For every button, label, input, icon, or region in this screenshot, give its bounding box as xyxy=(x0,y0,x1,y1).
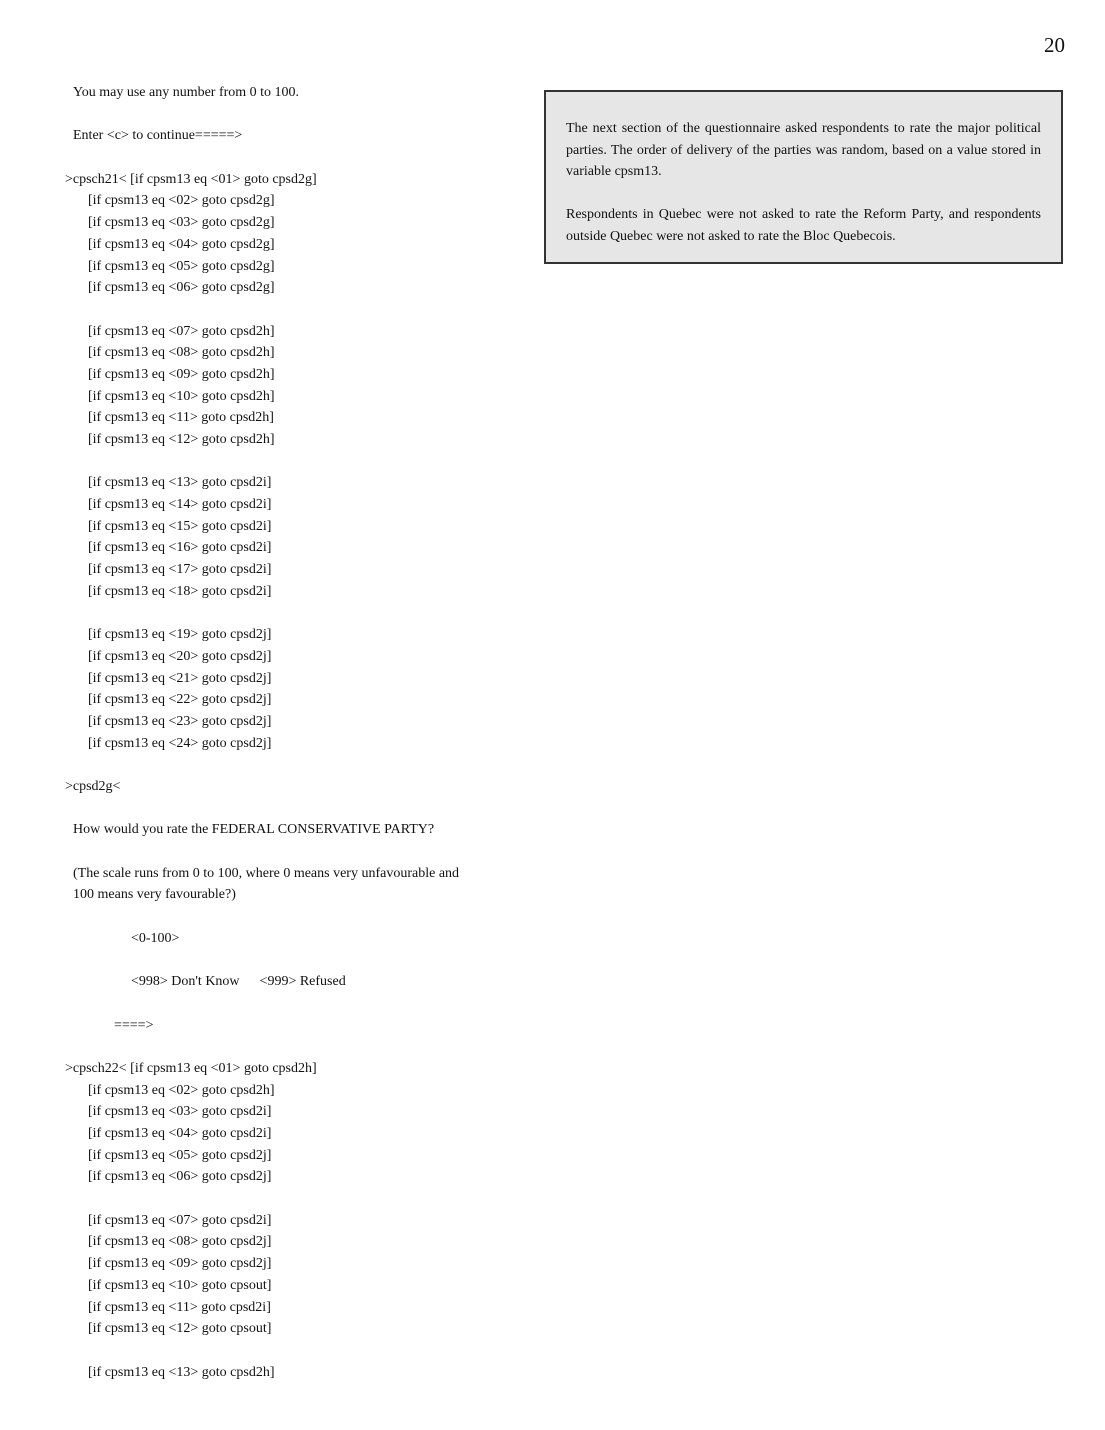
code-line: [if cpsm13 eq <05> goto cpsd2g] xyxy=(88,258,275,274)
explanatory-note-box xyxy=(544,90,1063,264)
code-line: [if cpsm13 eq <10> goto cpsd2h] xyxy=(88,388,275,404)
code-line: [if cpsm13 eq <20> goto cpsd2j] xyxy=(88,648,272,664)
response-options xyxy=(65,971,525,993)
code-line: [if cpsm13 eq <12> goto cpsout] xyxy=(88,1321,272,1337)
entry-arrow: ====> xyxy=(114,1017,154,1033)
code-line: [if cpsm13 eq <01> goto cpsd2g] xyxy=(130,171,317,187)
code-line: [if cpsm13 eq <17> goto cpsd2i] xyxy=(88,562,272,578)
page-number: 20 xyxy=(1044,33,1065,57)
block-label: >cpsch22< xyxy=(65,1060,127,1076)
code-line: [if cpsm13 eq <01> goto cpsd2h] xyxy=(130,1060,317,1076)
note-paragraph: The next section of the questionnaire asked respondents to rate the major political parties. The order of delivery of the parties was random, based on a value stored in variable cpsm13. xyxy=(566,121,1041,179)
code-line: [if cpsm13 eq <14> goto cpsd2i] xyxy=(88,497,272,513)
code-line: [if cpsm13 eq <12> goto cpsd2h] xyxy=(88,432,275,447)
refused-option: <999> Refused xyxy=(259,974,346,990)
questionnaire-script xyxy=(65,82,525,1383)
code-line: [if cpsm13 eq <08> goto cpsd2h] xyxy=(88,345,275,361)
dont-know-option: <998> Don't Know xyxy=(131,974,240,990)
code-line: [if cpsm13 eq <03> goto cpsd2g] xyxy=(88,215,275,231)
code-line: [if cpsm13 eq <21> goto cpsd2j] xyxy=(88,670,272,686)
question-label: >cpsd2g< xyxy=(65,779,121,794)
code-line: [if cpsm13 eq <15> goto cpsd2i] xyxy=(88,518,272,534)
block-cpsch22-header xyxy=(65,1058,525,1080)
code-line: [if cpsm13 eq <11> goto cpsd2i] xyxy=(88,1299,271,1315)
response-range: <0-100> xyxy=(131,930,180,946)
block-label: >cpsch21< xyxy=(65,171,127,187)
code-line: [if cpsm13 eq <24> goto cpsd2j] xyxy=(88,735,272,751)
code-line: [if cpsm13 eq <18> goto cpsd2i] xyxy=(88,583,272,599)
code-line: [if cpsm13 eq <02> goto cpsd2h] xyxy=(88,1082,275,1098)
code-line: [if cpsm13 eq <13> goto cpsd2h] xyxy=(88,1364,275,1380)
code-line: [if cpsm13 eq <07> goto cpsd2i] xyxy=(88,1212,272,1228)
code-line: [if cpsm13 eq <04> goto cpsd2g] xyxy=(88,236,275,252)
note-paragraph: Respondents in Quebec were not asked to rate the Reform Party, and respondents outside Quebec were not asked to rate the Bloc Quebecois. xyxy=(566,207,1041,244)
code-line: [if cpsm13 eq <22> goto cpsd2j] xyxy=(88,692,272,708)
scale-instruction: You may use any number from 0 to 100. xyxy=(73,85,300,100)
code-line: [if cpsm13 eq <07> goto cpsd2h] xyxy=(88,323,275,339)
code-line: [if cpsm13 eq <16> goto cpsd2i] xyxy=(88,540,272,556)
code-line: [if cpsm13 eq <09> goto cpsd2j] xyxy=(88,1256,272,1272)
block-cpsch21-header xyxy=(65,169,525,191)
code-line: [if cpsm13 eq <05> goto cpsd2j] xyxy=(88,1147,272,1163)
code-line: [if cpsm13 eq <08> goto cpsd2j] xyxy=(88,1234,272,1250)
code-line: [if cpsm13 eq <10> goto cpsout] xyxy=(88,1277,272,1293)
code-line: [if cpsm13 eq <03> goto cpsd2i] xyxy=(88,1104,272,1120)
continue-prompt: Enter <c> to continue=====> xyxy=(73,128,243,144)
code-line: [if cpsm13 eq <23> goto cpsd2j] xyxy=(88,713,272,729)
code-line: [if cpsm13 eq <06> goto cpsd2g] xyxy=(88,280,275,296)
question-text: How would you rate the FEDERAL CONSERVATIVE PARTY? xyxy=(73,822,435,838)
code-line: [if cpsm13 eq <04> goto cpsd2i] xyxy=(88,1126,272,1141)
code-line: [if cpsm13 eq <13> goto cpsd2i] xyxy=(88,475,272,491)
code-line: [if cpsm13 eq <09> goto cpsd2h] xyxy=(88,366,275,382)
code-line: [if cpsm13 eq <02> goto cpsd2g] xyxy=(88,193,275,209)
scale-explanation: (The scale runs from 0 to 100, where 0 means very unfavourable and xyxy=(73,865,460,881)
code-line: [if cpsm13 eq <19> goto cpsd2j] xyxy=(88,627,272,643)
code-line: [if cpsm13 eq <11> goto cpsd2h] xyxy=(88,410,274,426)
scale-explanation: 100 means very favourable?) xyxy=(73,887,236,903)
code-line: [if cpsm13 eq <06> goto cpsd2j] xyxy=(88,1169,272,1185)
